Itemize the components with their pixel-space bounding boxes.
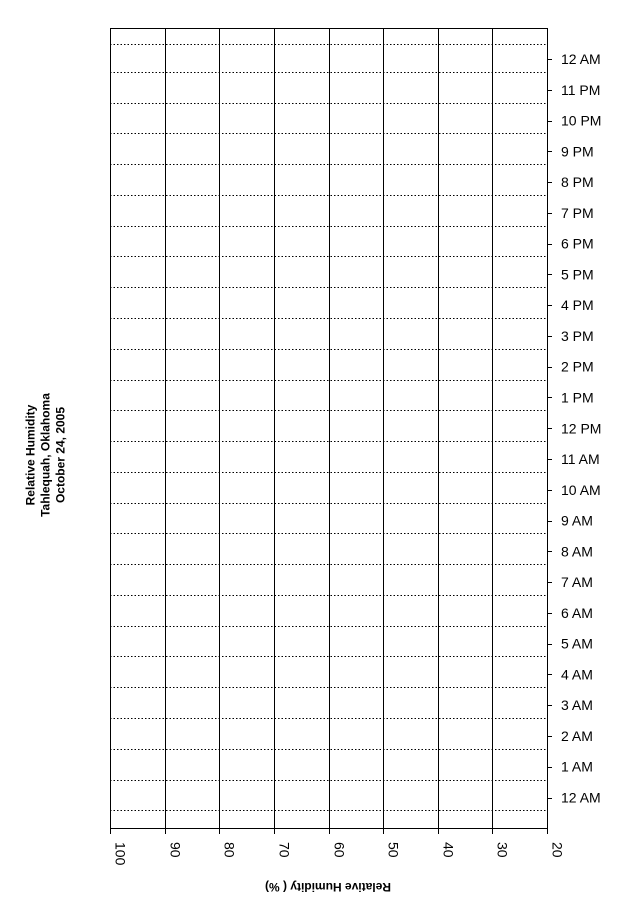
x-tick-label-60: 60 (331, 842, 348, 858)
label-layer (113, 51, 602, 866)
x-tick-label-20: 20 (549, 842, 566, 858)
y-tick-label-7: 7 AM (561, 574, 593, 591)
y-tick-label-13: 1 PM (561, 389, 594, 406)
x-tick-label-40: 40 (440, 842, 457, 858)
y-tick-label-14: 2 PM (561, 358, 594, 375)
y-tick-label-3: 3 AM (561, 697, 593, 714)
y-tick-label-19: 7 PM (561, 204, 594, 221)
y-tick-label-17: 5 PM (561, 266, 594, 283)
x-tick-label-70: 70 (276, 842, 293, 858)
title-line-3: October 24, 2005 (53, 406, 68, 504)
y-tick-label-1: 1 AM (561, 758, 593, 775)
axis-layer (111, 29, 553, 835)
y-tick-label-0: 12 AM (561, 789, 601, 806)
y-tick-label-24: 12 AM (561, 51, 601, 67)
x-tick-label-90: 90 (167, 842, 184, 858)
y-tick-label-21: 9 PM (561, 143, 594, 160)
y-tick-label-23: 11 PM (561, 81, 601, 98)
y-tick-label-11: 11 AM (561, 451, 600, 468)
y-tick-label-12: 12 PM (561, 420, 602, 437)
title-line-2: Tahlequah, Oklahoma (38, 393, 53, 517)
y-tick-label-16: 4 PM (561, 297, 594, 314)
y-tick-label-8: 8 AM (561, 543, 593, 560)
x-tick-label-50: 50 (385, 842, 402, 858)
y-tick-label-22: 10 PM (561, 112, 602, 129)
y-tick-label-20: 8 PM (561, 174, 594, 191)
y-tick-label-2: 2 AM (561, 727, 593, 744)
y-tick-label-9: 9 AM (561, 512, 593, 529)
x-axis-label: Relative Humidity ( %) (264, 880, 392, 894)
grid-layer (110, 28, 548, 828)
y-tick-label-6: 6 AM (561, 604, 593, 621)
title-line-1: Relative Humidity (23, 404, 38, 506)
y-tick-label-15: 3 PM (561, 327, 594, 344)
y-tick-label-10: 10 AM (561, 481, 601, 498)
x-tick-label-80: 80 (221, 842, 238, 858)
x-tick-label-30: 30 (494, 842, 511, 858)
y-tick-label-5: 5 AM (561, 635, 593, 652)
x-tick-label-100: 100 (112, 842, 129, 866)
y-tick-label-4: 4 AM (561, 666, 593, 683)
y-tick-label-18: 6 PM (561, 235, 594, 252)
